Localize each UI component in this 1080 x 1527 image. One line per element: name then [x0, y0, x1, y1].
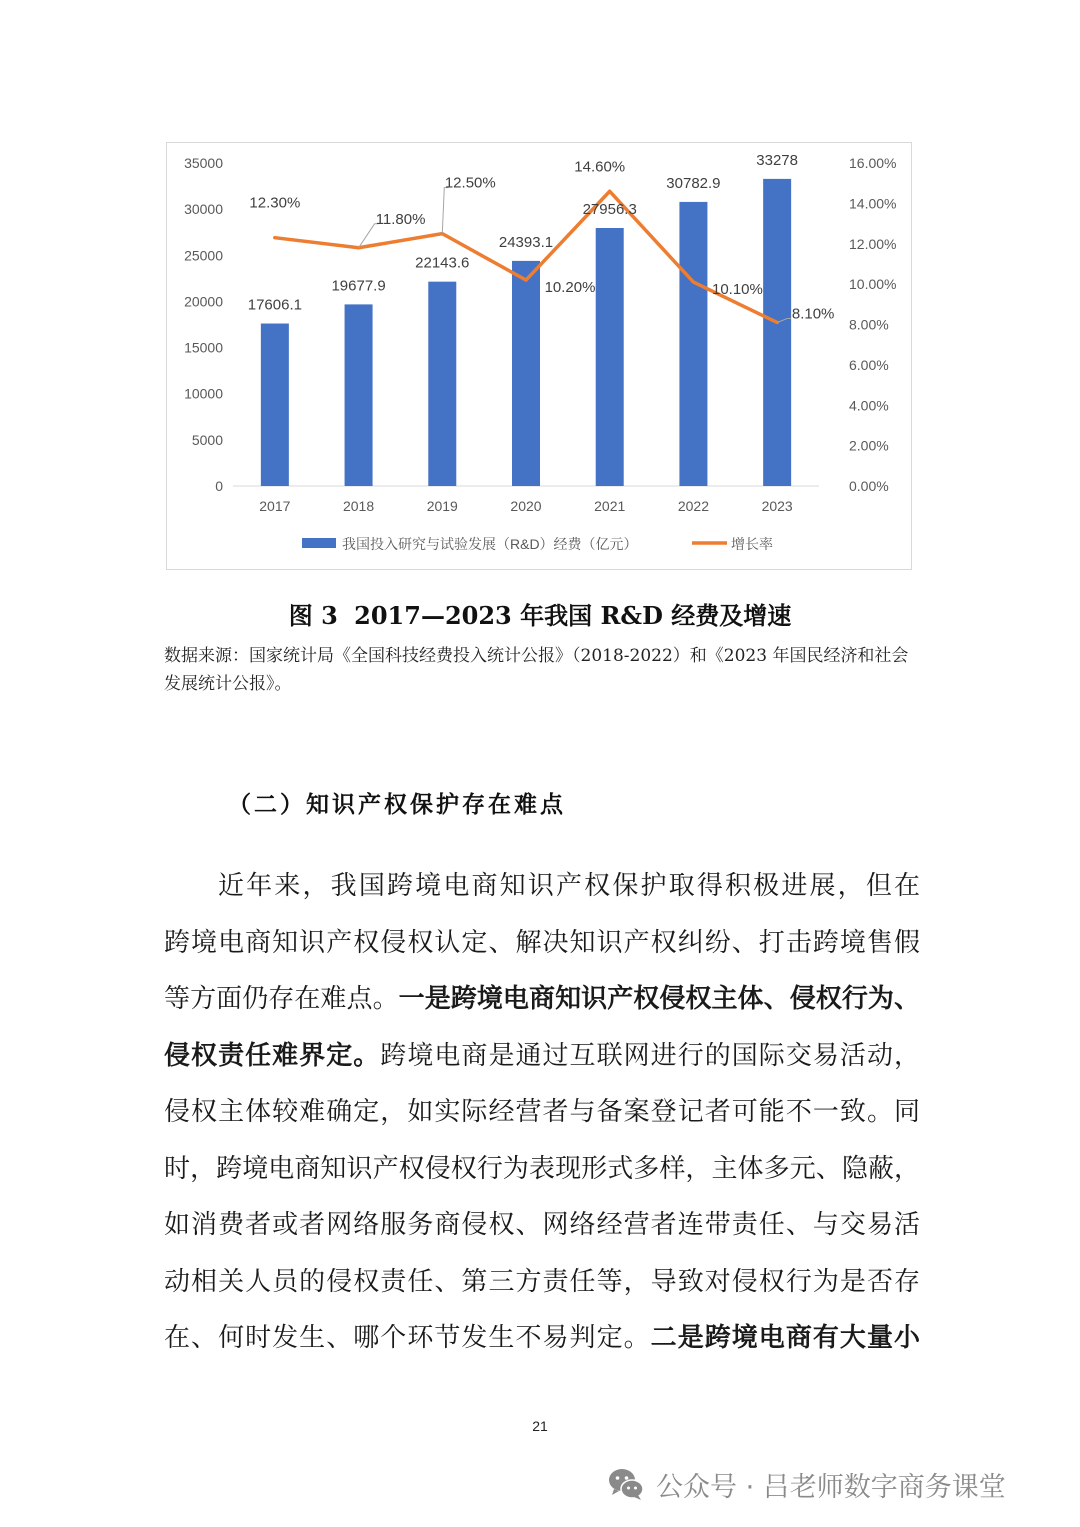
chart-bar — [512, 261, 540, 486]
watermark-text: 公众号 · 吕老师数字商务课堂 — [656, 1471, 1006, 1503]
body-text-run: 跨境电商是通过互联网进行的国际交易活动， — [380, 1040, 920, 1071]
right-axis-tick-label: 12.00% — [849, 235, 897, 252]
chart-bar — [596, 228, 624, 486]
x-axis-tick-label: 2022 — [677, 498, 710, 514]
left-axis-tick-label: 0 — [215, 478, 223, 494]
left-axis-tick-label: 10000 — [184, 385, 223, 402]
left-axis-tick-label: 30000 — [184, 201, 223, 218]
right-axis-tick-label: 4.00% — [849, 397, 889, 414]
body-line — [164, 971, 920, 1028]
bar-value-label: 17606.1 — [247, 296, 302, 314]
x-axis-tick-label: 2019 — [426, 498, 458, 514]
line-value-label: 10.10% — [711, 281, 763, 299]
x-axis-tick-label: 2018 — [342, 498, 375, 514]
right-axis-tick-label: 6.00% — [849, 356, 889, 373]
body-line — [164, 1028, 920, 1085]
chart-container — [166, 142, 912, 570]
x-axis-tick-label: 2017 — [259, 498, 291, 514]
bar-value-label: 24393.1 — [498, 233, 554, 251]
line-value-label: 12.30% — [249, 194, 301, 212]
bar-value-label: 33278 — [756, 151, 799, 169]
body-emphasis: 一是跨境电商知识产权侵权主体、侵权行为、 — [398, 984, 920, 1014]
chart-bar — [763, 179, 791, 486]
line-value-label: 11.80% — [375, 210, 426, 228]
line-value-label: 10.20% — [544, 279, 596, 297]
line-value-label: 14.60% — [574, 158, 626, 176]
right-axis-tick-label: 0.00% — [849, 478, 889, 494]
body-emphasis: 二是跨境电商有大量小 — [650, 1323, 920, 1353]
right-axis-tick-label: 10.00% — [849, 276, 897, 293]
body-line — [164, 915, 920, 972]
watermark — [606, 1462, 1006, 1506]
body-text-run: 时，跨境电商知识产权侵权行为表现形式多样，主体多元、隐蔽， — [164, 1153, 920, 1184]
right-axis-tick-label: 14.00% — [849, 195, 897, 212]
left-axis-tick-label: 25000 — [184, 247, 223, 264]
x-axis-tick-label: 2020 — [510, 498, 542, 514]
section-heading: （二）知识产权保护存在难点 — [228, 791, 566, 818]
body-text-run: 近年来，我国跨境电商知识产权保护取得积极进展，但在 — [218, 871, 920, 901]
bar-value-label: 27956.3 — [582, 201, 637, 219]
body-text-run: 如消费者或者网络服务商侵权、网络经营者连带责任、与交易活 — [164, 1210, 920, 1240]
body-paragraph — [164, 858, 920, 1367]
body-line — [164, 1254, 920, 1311]
bar-value-label: 19677.9 — [331, 277, 386, 295]
left-axis-tick-label: 20000 — [184, 293, 223, 310]
bar-value-label: 22143.6 — [415, 254, 470, 272]
body-emphasis: 侵权责任难界定。 — [164, 1040, 381, 1071]
wechat-icon — [606, 1464, 646, 1504]
body-text-run: 在、何时发生、哪个环节发生不易判定。 — [164, 1323, 651, 1353]
body-line — [164, 858, 920, 915]
bar-value-label: 30782.9 — [666, 174, 721, 192]
body-text-run: 跨境电商知识产权侵权认定、解决知识产权纠纷、打击跨境售假 — [164, 927, 920, 958]
legend-line-label: 增长率 — [731, 536, 773, 552]
body-line — [164, 1197, 920, 1254]
left-axis-tick-label: 15000 — [184, 339, 223, 356]
body-line — [164, 1310, 920, 1367]
page-number: 21 — [532, 1418, 548, 1434]
data-label-leader-line — [442, 188, 448, 234]
chart-bar — [679, 202, 707, 486]
line-value-label: 8.10% — [791, 305, 835, 323]
right-axis-tick-label: 8.00% — [849, 316, 889, 333]
line-value-label: 12.50% — [444, 174, 496, 192]
chart-bar — [345, 304, 373, 486]
right-axis-tick-label: 16.00% — [849, 155, 897, 171]
legend-bar-label: 我国投入研究与试验发展（R&D）经费（亿元） — [342, 536, 638, 552]
body-line — [164, 1084, 920, 1141]
rd-expenditure-chart — [167, 143, 913, 571]
x-axis-tick-label: 2021 — [594, 498, 626, 514]
left-axis-tick-label: 5000 — [191, 431, 223, 448]
left-axis-tick-label: 35000 — [184, 155, 223, 171]
x-axis-tick-label: 2023 — [761, 498, 793, 514]
figure-caption — [0, 596, 1080, 631]
figure-title: 2017—2023 年我国 R&D 经费及增速 — [354, 601, 792, 630]
body-text-run: 侵权主体较难确定，如实际经营者与备案登记者可能不一致。同 — [164, 1097, 920, 1127]
data-source-note: 数据来源：国家统计局《全国科技经费投入统计公报》（2018-2022）和《2023 年国民经济和社会发展统计公报》。 — [164, 646, 909, 694]
legend-bar-swatch — [302, 538, 336, 548]
body-text-run: 等方面仍存在难点。 — [164, 984, 399, 1014]
chart-bar — [428, 282, 456, 486]
figure-number: 图 3 — [288, 601, 338, 630]
chart-bar — [261, 324, 289, 486]
body-line — [164, 1141, 920, 1198]
body-text-run: 动相关人员的侵权责任、第三方责任等，导致对侵权行为是否存 — [164, 1266, 920, 1297]
right-axis-tick-label: 2.00% — [849, 437, 889, 454]
